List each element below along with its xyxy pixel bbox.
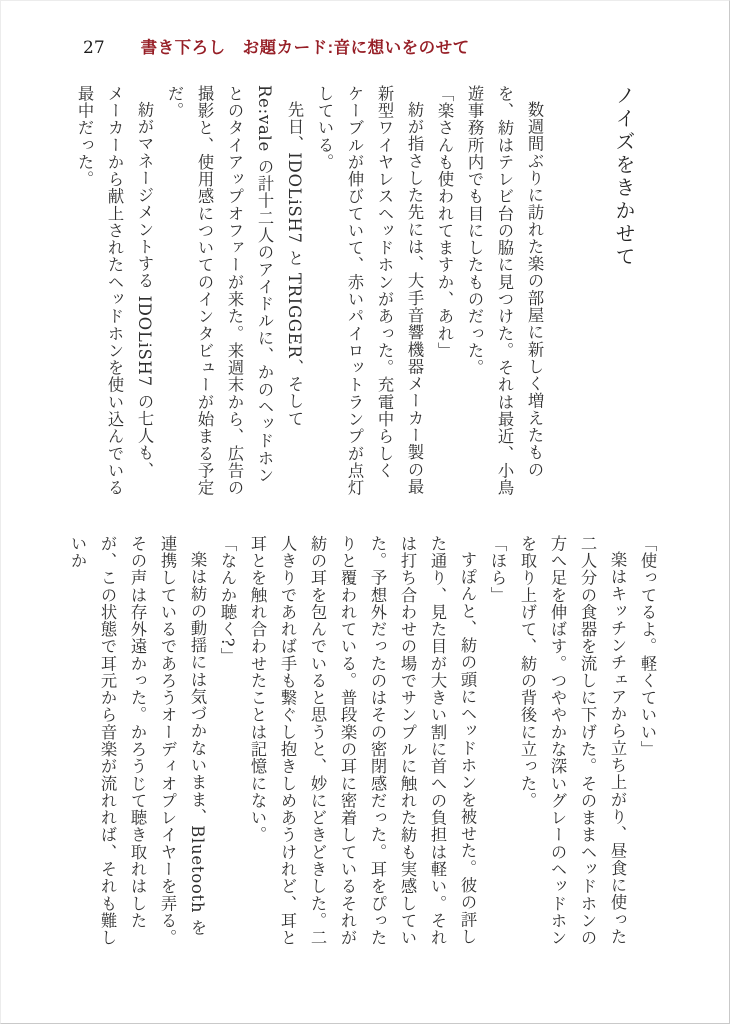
story-dialogue: 「ほら」 xyxy=(488,535,507,604)
story-paragraph: 先日、IDOLiSH7 と TRIGGER、そして Re:vale の計十二人のアイドルに、かのヘッドホンとのタイアップオファーが来た。来週末から、広告の撮影と、使用感についてのインタビューが始まる予定だ。 xyxy=(165,85,304,497)
story-paragraph: 楽は紡の動揺には気づかないまま、Bluetooth を連携しているであろうオーディオプレイヤーを弄る。その声は存外遠かった。かろうじて聴き取れはしたが、この状態で耳元から音楽が流れれば、それも難しいか xyxy=(68,535,207,947)
story-paragraph: 数週間ぶりに訪れた楽の部屋に新しく増えたものを、紡はテレビ台の脇に見つけた。それは最近、小鳥遊事務所内でも目にしたものだった。 xyxy=(465,85,544,497)
story-paragraph: 紡がマネージメントする IDOLiSH7 の七人も、メーカーから献上されたヘッドホンを使い込んでいる最中だった。 xyxy=(75,85,154,497)
story-dialogue: 「なんか聴く?」 xyxy=(218,535,237,665)
story-paragraph: 紡が指さした先には、大手音響機器メーカー製の最新型ワイヤレスヘッドホンがあった。充電中らしくケーブルが伸びていて、赤いパイロットランプが点灯している。 xyxy=(315,85,424,497)
story-section-bottom xyxy=(68,535,662,951)
page-header xyxy=(83,34,699,58)
story-section-top xyxy=(75,85,641,499)
story-dialogue: 「使ってるよ。軽くていい」 xyxy=(638,535,657,758)
story-paragraph: 楽はキッチンチェアから立ち上がり、昼食に使った二人分の食器を流しに下げた。そのままヘッドホンの方へ足を伸ばす。つややかな深いグレーのヘッドホンを取り上げて、紡の背後に立った。 xyxy=(518,535,627,947)
story-dialogue: 「楽さんも使われてますか、あれ」 xyxy=(435,85,454,360)
story-title: ノイズをきかせて xyxy=(612,85,636,269)
chapter-header-label: 書き下ろし お題カード:音に想いをのせて xyxy=(140,39,470,57)
page-number: 27 xyxy=(83,38,105,58)
story-paragraph: すぽんと、紡の頭にヘッドホンを被せた。彼の評した通り、見た目が大きい割に首への負担は軽い。それは打ち合わせの場でサンプルに触れた紡も実感していた。予想外だったのはその密閉感だった。耳をぴったりと覆われている。普段楽の耳に密着しているそれが紡の耳を包んでいると思うと、妙にどきどきした。二人きりであれば手も繋ぐし抱きしめあうけれど、耳と耳とを触れ合わせたことは記憶にない。 xyxy=(248,535,477,947)
